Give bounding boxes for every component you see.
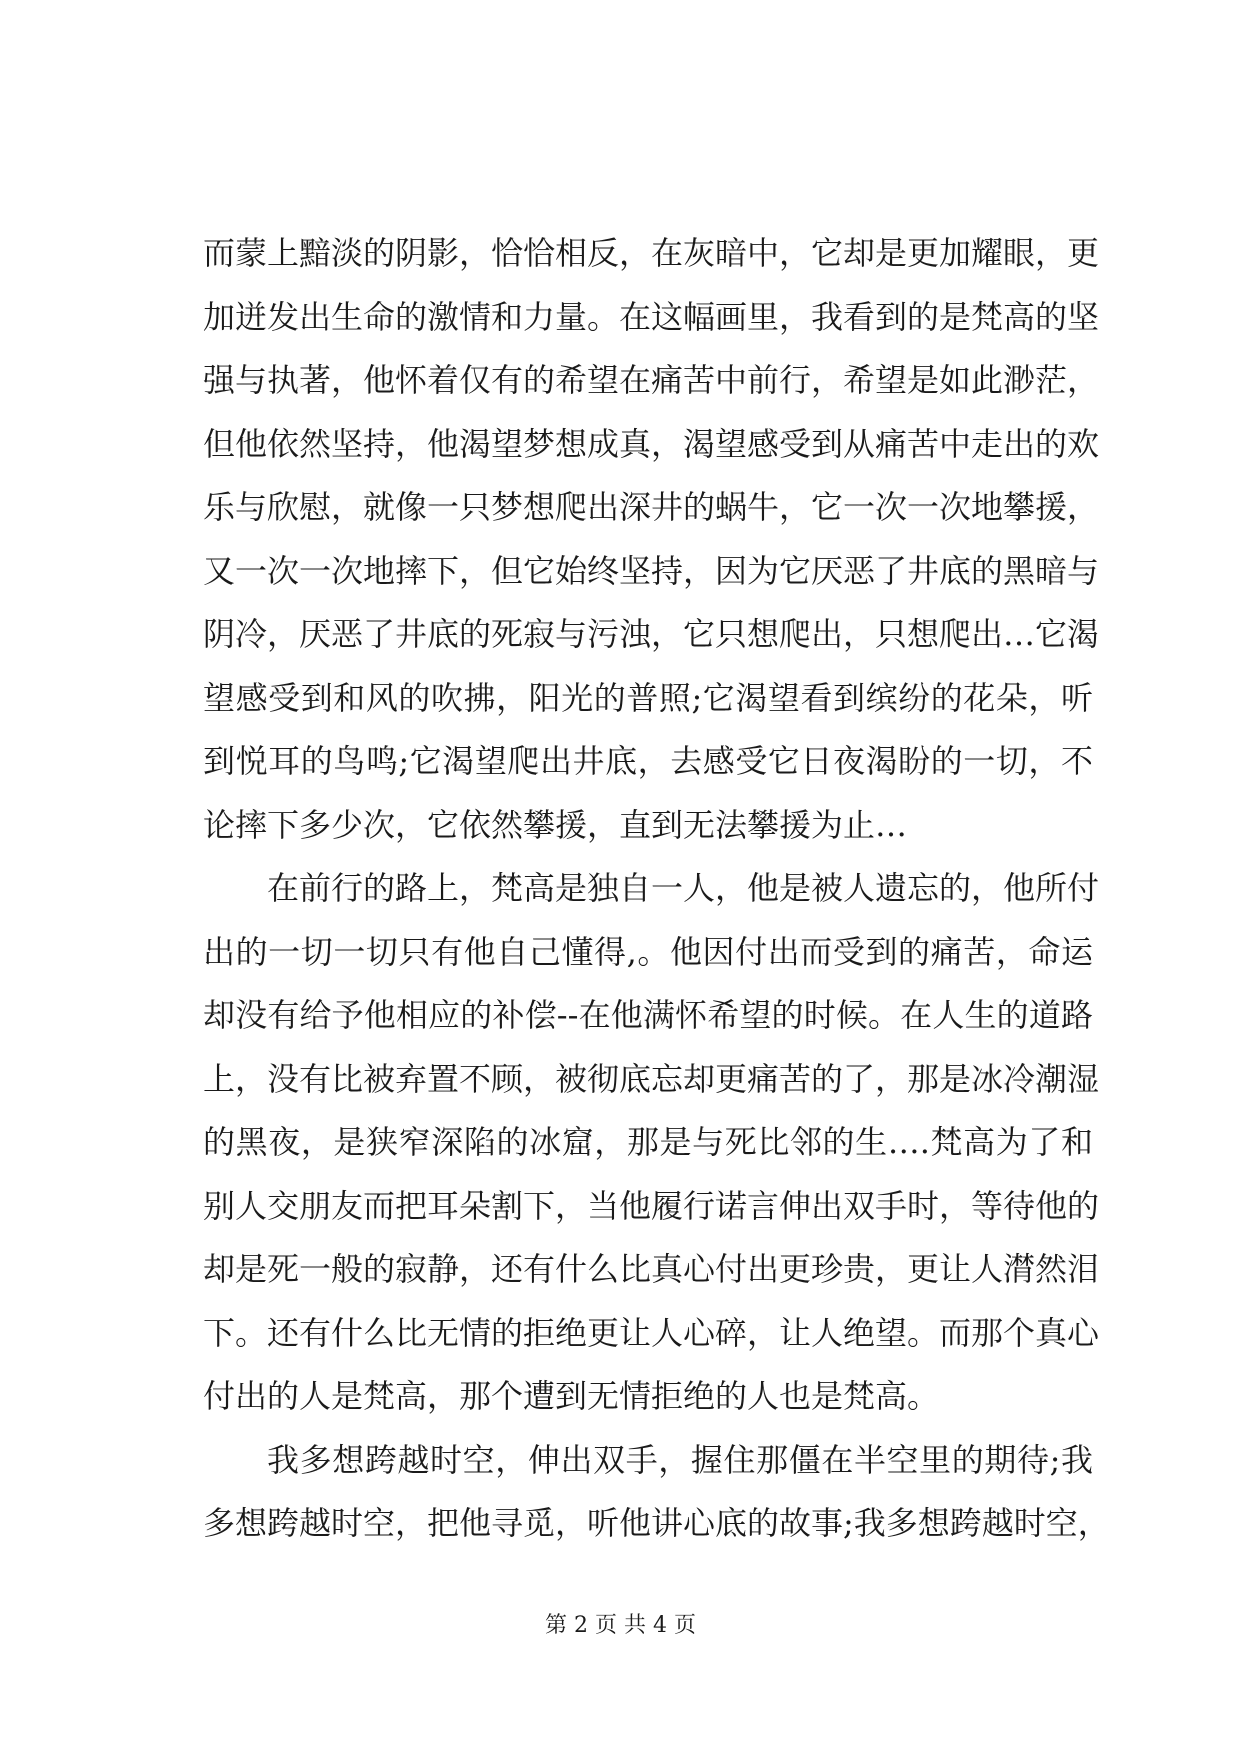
text-line: 出的一切一切只有他自己懂得,。他因付出而受到的痛苦，命运 [203, 932, 1093, 971]
text-line: 的黑夜，是狭窄深陷的冰窟，那是与死比邻的生….梵高为了和 [203, 1123, 1093, 1161]
text-line: 强与执著，他怀着仅有的希望在痛苦中前行，希望是如此渺茫， [203, 361, 1100, 399]
text-line: 下。还有什么比无情的拒绝更让人心碎，让人绝望。而那个真心 [203, 1313, 1100, 1352]
text-line: 到悦耳的鸟鸣;它渴望爬出井底，去感受它日夜渴盼的一切，不 [203, 742, 1093, 780]
document-body [203, 222, 1110, 1556]
text-line: 加迸发出生命的激情和力量。在这幅画里，我看到的是梵高的坚 [203, 297, 1100, 336]
text-line: 付出的人是梵高，那个遭到无情拒绝的人也是梵高。 [203, 1377, 940, 1415]
paragraph-1 [203, 222, 1100, 857]
text-line: 别人交朋友而把耳朵割下，当他履行诺言伸出双手时，等待他的 [203, 1186, 1100, 1225]
text-line: 论摔下多少次，它依然攀援，直到无法攀援为止… [203, 805, 908, 844]
text-line: 而蒙上黯淡的阴影，恰恰相反，在灰暗中，它却是更加耀眼，更 [203, 234, 1100, 272]
text-line: 在前行的路上，梵高是独自一人，他是被人遗忘的，他所付 [267, 869, 1100, 907]
text-line: 但他依然坚持，他渴望梦想成真，渴望感受到从痛苦中走出的欢 [203, 424, 1100, 463]
text-line: 却是死一般的寂静，还有什么比真心付出更珍贵，更让人潸然泪 [203, 1250, 1100, 1288]
text-line: 上，没有比被弃置不顾，被彻底忘却更痛苦的了，那是冰冷潮湿 [203, 1059, 1100, 1098]
text-line: 又一次一次地摔下，但它始终坚持，因为它厌恶了井底的黑暗与 [203, 551, 1100, 590]
text-line: 多想跨越时空，把他寻觅，听他讲心底的故事;我多想跨越时空， [203, 1504, 1110, 1542]
paragraph-2 [203, 857, 1100, 1429]
text-line: 我多想跨越时空，伸出双手，握住那僵在半空里的期待;我 [267, 1440, 1093, 1479]
text-line: 望感受到和风的吹拂，阳光的普照;它渴望看到缤纷的花朵，听 [203, 678, 1093, 717]
page-footer [0, 1612, 1241, 1640]
page-number-label: 第 2 页 共 4 页 [545, 1613, 696, 1638]
text-line: 阴冷，厌恶了井底的死寂与污浊，它只想爬出，只想爬出…它渴 [203, 615, 1100, 653]
paragraph-3 [203, 1429, 1110, 1556]
text-line: 乐与欣慰，就像一只梦想爬出深井的蜗牛，它一次一次地攀援， [203, 488, 1100, 526]
text-line: 却没有给予他相应的补偿--在他满怀希望的时候。在人生的道路 [203, 996, 1093, 1034]
